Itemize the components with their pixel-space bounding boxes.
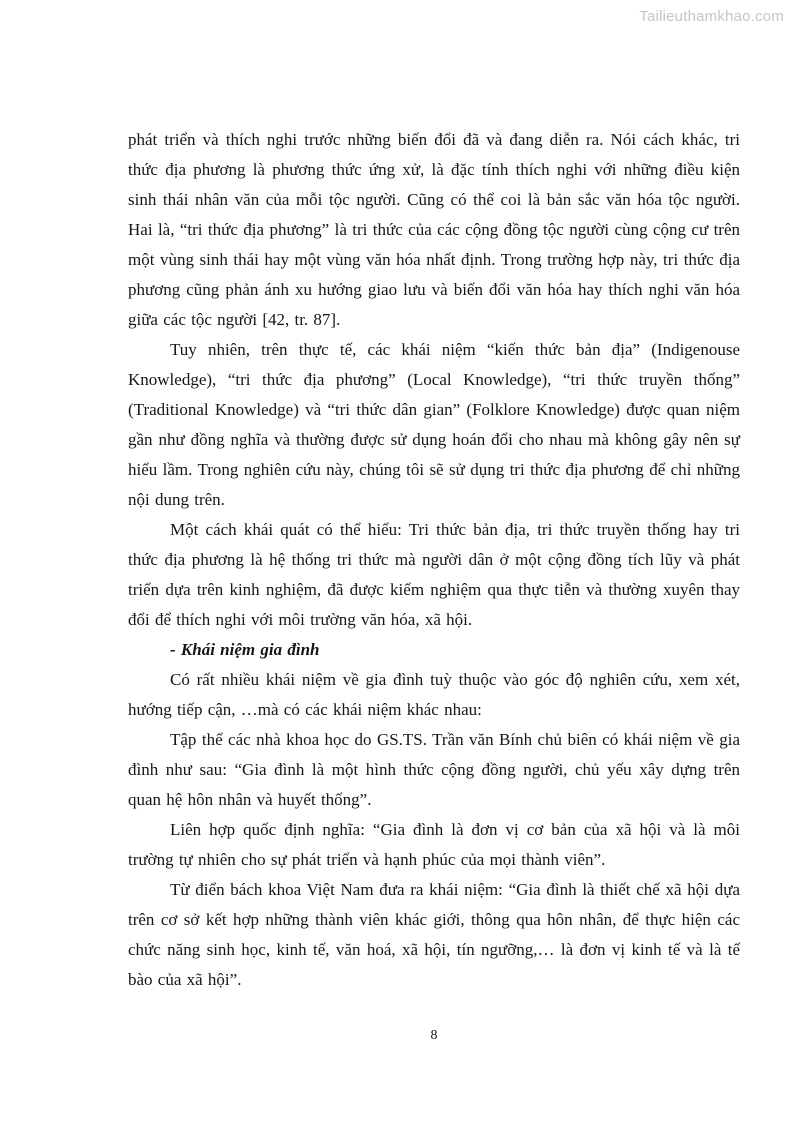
paragraph-local-knowledge-continuation: phát triển và thích nghi trước những biến đổi đã và đang diễn ra. Nói cách khác, tri thức địa phương là phương thức ứng xử, là đặc tính thích nghi với những điều kiện sinh thái nhân văn của mỗi tộc người. Cũng có thể coi là bản sắc văn hóa tộc người. Hai là, “tri thức địa phương” là tri thức của các cộng đồng tộc người cùng cộng cư trên một vùng sinh thái hay một vùng văn hóa nhất định. Trong trường hợp này, tri thức địa phương cũng phản ánh xu hướng giao lưu và biến đổi văn hóa hay thích nghi văn hóa giữa các tộc người [42, tr. 87].	[128, 130, 740, 329]
paragraph-knowledge-summary: Một cách khái quát có thể hiểu: Tri thức bản địa, tri thức truyền thống hay tri thức địa phương là hệ thống tri thức mà người dân ở một cộng đồng tích lũy và phát triển dựa trên kinh nghiệm, đã được kiểm nghiệm qua thực tiễn và thường xuyên thay đổi để thích nghi với môi trường văn hóa, xã hội.	[128, 520, 740, 629]
body-text	[128, 125, 740, 995]
paragraph-family-definition-un: Liên hợp quốc định nghĩa: “Gia đình là đơn vị cơ bản của xã hội và là môi trường tự nhiên cho sự phát triển và hạnh phúc của mọi thành viên”.	[128, 820, 740, 869]
paragraph-family-intro: Có rất nhiều khái niệm về gia đình tuỳ thuộc vào góc độ nghiên cứu, xem xét, hướng tiếp cận, …mà có các khái niệm khác nhau:	[128, 670, 740, 719]
watermark: Tailieuthamkhao.com	[639, 8, 784, 25]
section-heading-family-concept: - Khái niệm gia đình	[170, 640, 320, 659]
paragraph-family-definition-binh: Tập thể các nhà khoa học do GS.TS. Trần văn Bính chủ biên có khái niệm về gia đình như sau: “Gia đình là một hình thức cộng đồng người, chủ yếu xây dựng trên quan hệ hôn nhân và huyết thống”.	[128, 730, 740, 809]
paragraph-family-definition-encyclopedia: Từ điển bách khoa Việt Nam đưa ra khái niệm: “Gia đình là thiết chế xã hội dựa trên cơ sở kết hợp những thành viên khác giới, thông qua hôn nhân, để thực hiện các chức năng sinh học, kinh tế, văn hoá, xã hội, tín ngưỡng,… là đơn vị kinh tế và là tế bào của xã hội”.	[128, 880, 740, 989]
page-number: 8	[430, 1028, 438, 1043]
paragraph-knowledge-terms: Tuy nhiên, trên thực tế, các khái niệm “kiến thức bản địa” (Indigenouse Knowledge), “tri thức địa phương” (Local Knowledge), “tri thức truyền thống” (Traditional Knowledge) và “tri thức dân gian” (Folklore Knowledge) được quan niệm gần như đồng nghĩa và thường được sử dụng hoán đổi cho nhau mà không gây nên sự hiểu lầm. Trong nghiên cứu này, chúng tôi sẽ sử dụng tri thức địa phương để chỉ những nội dung trên.	[128, 340, 740, 509]
